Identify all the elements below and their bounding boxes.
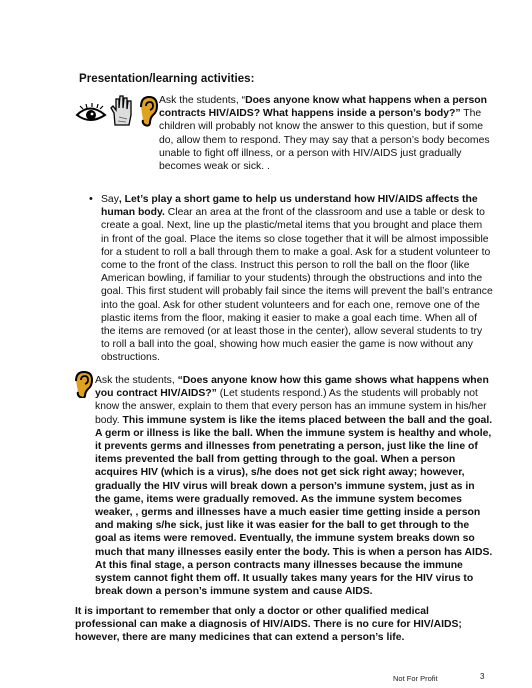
bullet-rest: Clear an area at the front of the classroom and use a table or desk to create a goal. Next, line up the plastic/metal items that you brought and place them in front of the goal. Place the items so close together that it will be almost impossible for a student to roll a ball through them to make a goal. Ask for a student volunteer to come to the front of the class. Instruct this person to roll the ball on the floor (like American bowling, if familiar to your students) through the obstructions and into the goal. This first student will probably fail since the items will prevent the ball’s entrance into the goal. Ask for other student volunteers and for each one, remove one of the plastic items from the floor, making it easier to make a goal each time. When all of the items are removed (or at least those in the center), allow several students to try to roll a ball into the goal, showing how much easier the game is now without any obstructions. (101, 207, 493, 364)
para1-question: Does anyone know what happens when a person contracts HIV/AIDS? What happens inside a person’s body?” (159, 95, 487, 120)
section-heading: Presentation/learning activities: (79, 73, 255, 85)
paragraph-game-instructions (101, 193, 493, 365)
paragraph-ask-what-happens (75, 94, 493, 173)
paragraph-diagnosis-note: It is important to remember that only a doctor or other qualified medical professional can make a diagnosis of HIV/AIDS. There is no cure for HIV/AIDS; however, there are many medicines that can extend a person’s life. (75, 606, 462, 644)
bullet-marker: • (89, 193, 93, 205)
para1-lead: Ask the students, “ (159, 95, 246, 106)
page-number: 3 (480, 672, 485, 681)
paragraph-immune-system-explanation (75, 374, 493, 598)
para1-rest: The children will probably not know the answer to this question, but if some do, allow them to respond. They may say that a person’s body becomes unable to fight off illness, or a person with HIV/AIDS just gradually becomes weak or sick. . (159, 108, 490, 173)
footer-label: Not For Profit (393, 674, 438, 683)
para3-question: “Does anyone know how this game shows what happens when you contract HIV/AIDS?” (95, 375, 489, 400)
para3-plain: (Let students respond.) As the students will probably not know the answer, explain to them that every person has an immune system in his/her body. (95, 388, 487, 426)
bullet-lead: Say (101, 194, 119, 205)
para3-lead: Ask the students, (95, 375, 178, 386)
para3-bold: This immune system is like the items placed between the ball and the goal. A germ or illness is like the ball. When the immune system is healthy and whole, it prevents germs and illnesses from penetrating a person, just like the line of items prevented the ball from getting through to the goal. When a person acquires HIV (which is a virus), s/he does not get sick right away; however, gradually the HIV virus will break down a person’s immune system, just as in the game, items were gradually removed. As the immune system becomes weaker, , germs and illnesses have a much easier time getting inside a person and making s/he sick, just like it was easier for the ball to get through to the goal as items were removed. Eventually, the immune system breaks down so much that many illnesses easily enter the body. This is when a person has AIDS. At this final stage, a person contracts many illnesses because the immune system cannot fight them off. It usually takes many years for the HIV virus to break down a person’s immune system and cause AIDS. (95, 414, 493, 598)
bullet-bold: , Let’s play a short game to help us understand how HIV/AIDS affects the human body. (101, 194, 478, 219)
